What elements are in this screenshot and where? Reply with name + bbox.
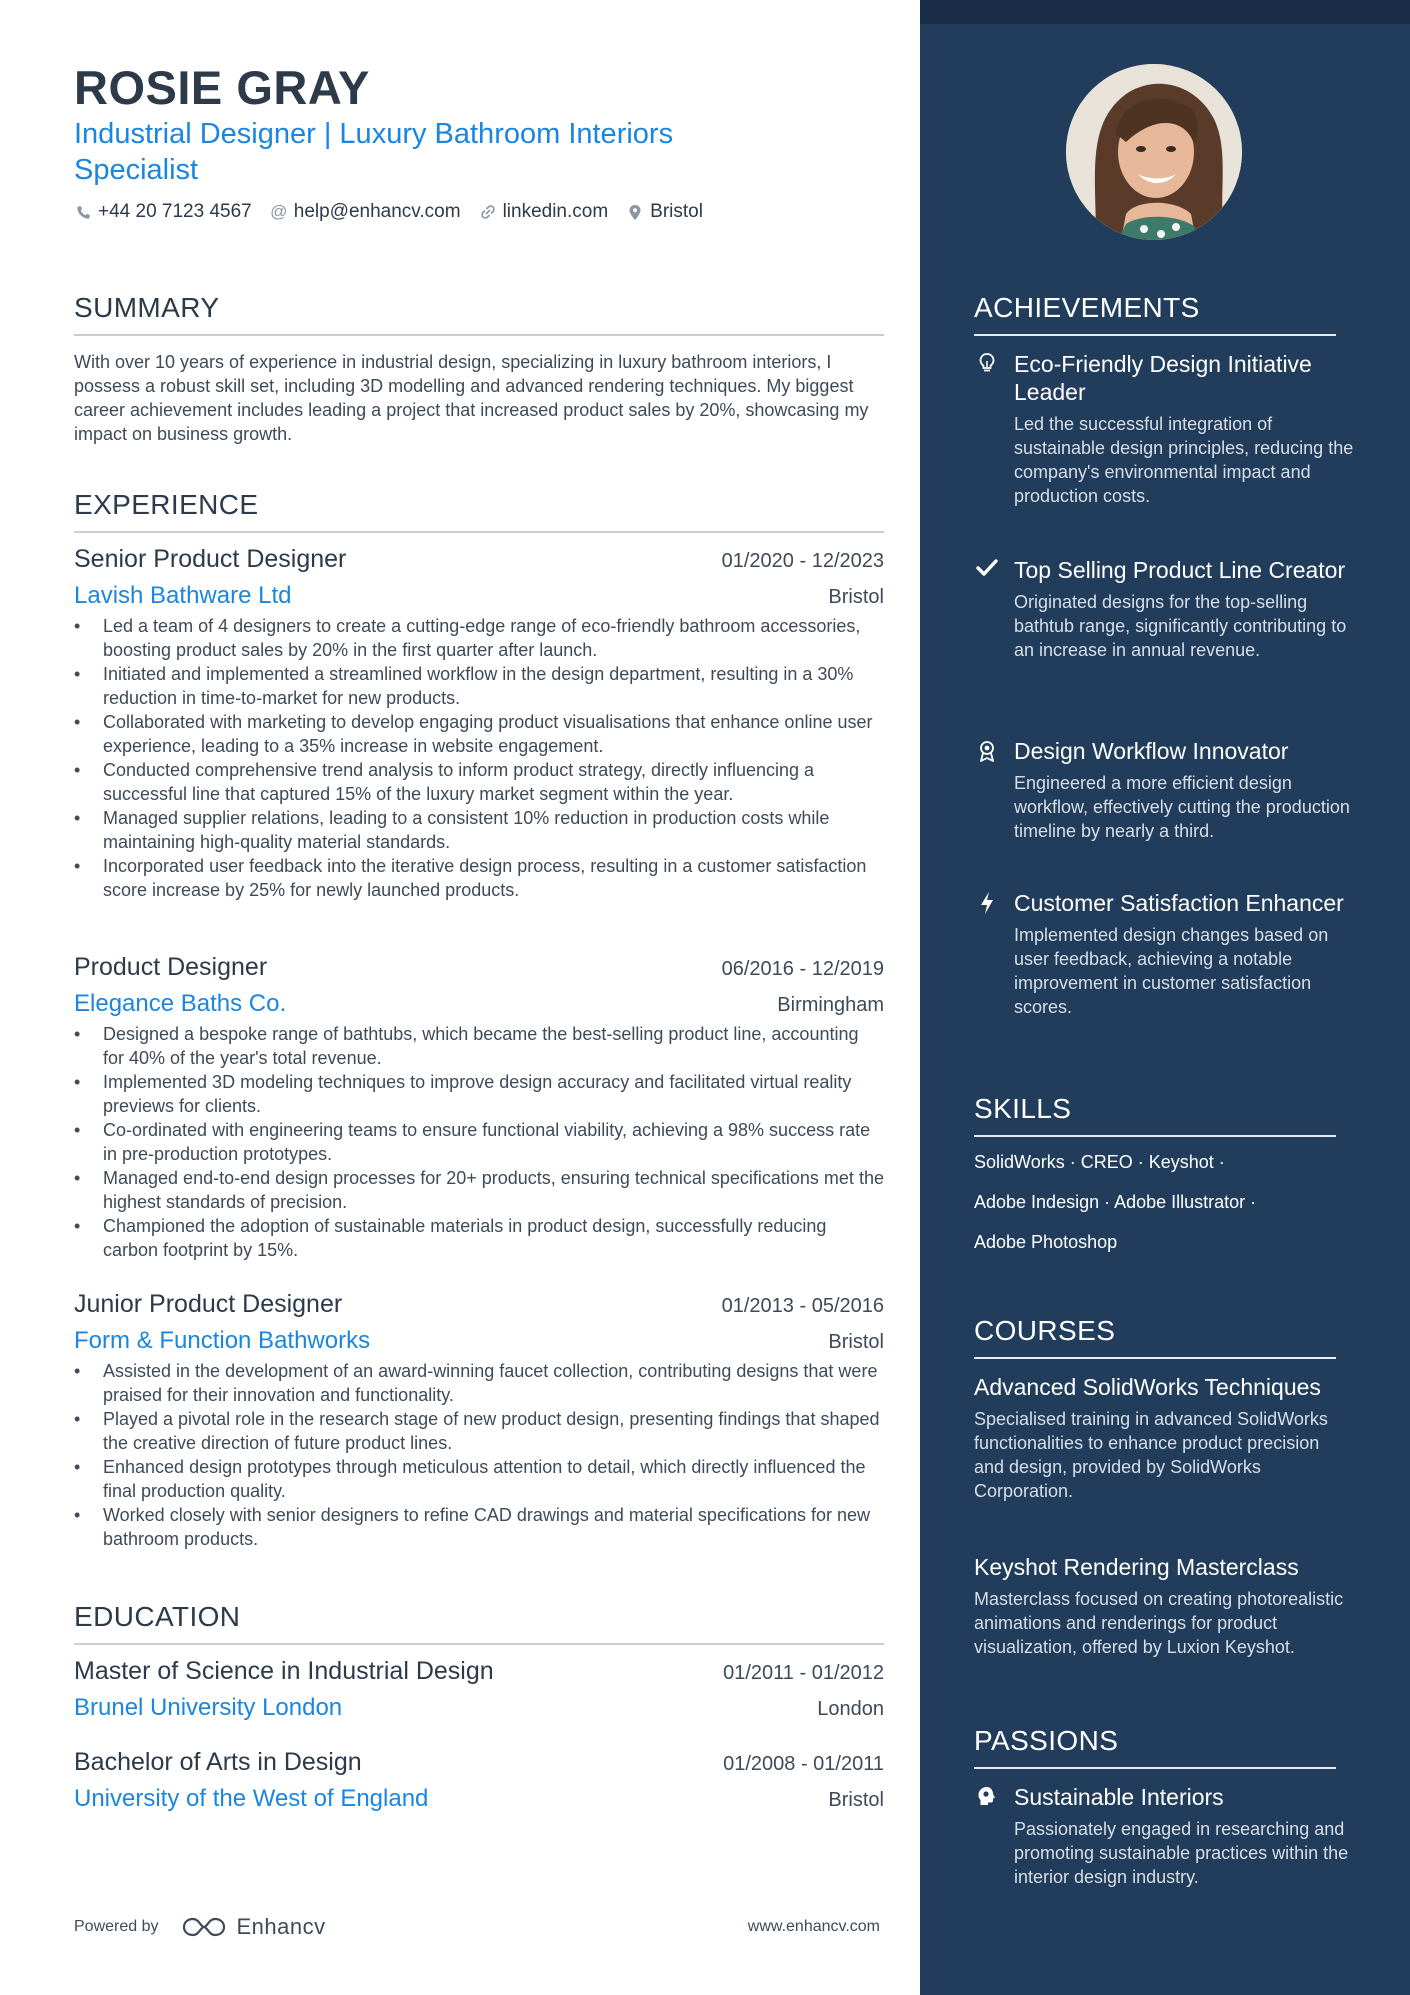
job-entry <box>74 1290 884 1551</box>
job-bullets <box>74 1022 884 1262</box>
link-icon <box>479 204 497 220</box>
experience-heading: EXPERIENCE <box>74 489 884 533</box>
job-bullet: • Implemented 3D modeling techniques to improve design accuracy and facilitated virtual reality previews for clients. <box>74 1070 884 1118</box>
achievement-description: Engineered a more efficient design workflow, effectively cutting the production timeline by nearly a third. <box>1014 773 1350 841</box>
enhancv-logo-icon <box>181 1915 227 1939</box>
achievements-heading: ACHIEVEMENTS <box>974 292 1336 336</box>
award-icon <box>974 737 1000 843</box>
summary-heading: SUMMARY <box>74 292 884 336</box>
achievement-title: Customer Satisfaction Enhancer <box>1014 890 1344 916</box>
phone-icon <box>74 205 92 220</box>
job-dates: 01/2020 - 12/2023 <box>721 550 884 572</box>
job-bullets <box>74 614 884 902</box>
skills-line: SolidWorks · CREO · Keyshot · <box>974 1152 1225 1172</box>
passion-description: Passionately engaged in researching and promoting sustainable practices within the interior design industry. <box>1014 1819 1349 1887</box>
contact-phone[interactable] <box>74 201 252 223</box>
job-location: Birmingham <box>777 994 884 1016</box>
job-company[interactable]: Lavish Bathware Ltd <box>74 582 292 609</box>
job-bullet: • Played a pivotal role in the research stage of new product design, presenting findings that shaped the creative direction of future product lines. <box>74 1407 884 1455</box>
candidate-headline: Industrial Designer | Luxury Bathroom Interiors Specialist <box>74 118 674 186</box>
lightbulb-icon <box>974 350 1000 508</box>
achievement-item <box>974 889 1354 1019</box>
courses-heading: COURSES <box>974 1315 1336 1359</box>
job-bullet: • Incorporated user feedback into the iterative design process, resulting in a customer satisfaction score increase by 25% for newly launched products. <box>74 854 884 902</box>
checkmark-icon <box>974 556 1000 662</box>
education-heading: EDUCATION <box>74 1601 884 1645</box>
skills-heading: SKILLS <box>974 1093 1336 1137</box>
job-title: Junior Product Designer <box>74 1290 343 1318</box>
contact-location <box>626 201 703 223</box>
avatar <box>1066 64 1242 240</box>
sidebar-top-bar <box>920 0 1410 24</box>
job-bullets <box>74 1359 884 1551</box>
education-entry <box>74 1748 884 1813</box>
job-bullet: • Conducted comprehensive trend analysis to inform product strategy, directly influencing a successful line that captured 15% of the luxury market segment within the year. <box>74 758 884 806</box>
job-location: Bristol <box>828 1331 884 1353</box>
education-dates: 01/2011 - 01/2012 <box>723 1662 884 1684</box>
job-bullet: • Designed a bespoke range of bathtubs, which became the best-selling product line, accounting for 40% of the year's total revenue. <box>74 1022 884 1070</box>
achievement-item <box>974 556 1354 662</box>
job-bullet: • Managed supplier relations, leading to a consistent 10% reduction in production costs while maintaining high-quality material standards. <box>74 806 884 854</box>
powered-by-label: Powered by <box>74 1918 159 1935</box>
job-bullet: • Co-ordinated with engineering teams to ensure functional viability, achieving a 98% success rate in pre-production prototypes. <box>74 1118 884 1166</box>
candidate-name: ROSIE GRAY <box>74 61 370 114</box>
job-bullet: • Worked closely with senior designers to refine CAD drawings and material specifications for new bathroom products. <box>74 1503 884 1551</box>
education-entry <box>74 1657 884 1722</box>
course-description: Masterclass focused on creating photorealistic animations and renderings for product visualization, offered by Luxion Keyshot. <box>974 1589 1344 1657</box>
contact-email[interactable] <box>270 201 461 223</box>
achievement-item <box>974 350 1354 508</box>
passion-item <box>974 1783 1354 1889</box>
job-dates: 01/2013 - 05/2016 <box>721 1295 884 1317</box>
contact-bar <box>74 201 703 223</box>
footer <box>74 1914 880 1940</box>
footer-website[interactable]: www.enhancv.com <box>747 1918 880 1935</box>
sidebar <box>920 0 1410 1995</box>
contact-location-text: Bristol <box>650 201 703 222</box>
achievement-description: Originated designs for the top-selling bathtub range, significantly contributing to an increase in annual revenue. <box>1014 592 1347 660</box>
contact-email-text: help@enhancv.com <box>293 201 461 222</box>
school-location: Bristol <box>828 1789 884 1811</box>
skills-line: Adobe Indesign · Adobe Illustrator · <box>974 1192 1257 1212</box>
job-bullet: • Enhanced design prototypes through meticulous attention to detail, which directly influenced the final production quality. <box>74 1455 884 1503</box>
course-item <box>974 1553 1354 1659</box>
job-bullet: • Led a team of 4 designers to create a cutting-edge range of eco-friendly bathroom accessories, boosting product sales by 20% in the first quarter after launch. <box>74 614 884 662</box>
job-title: Product Designer <box>74 953 268 981</box>
education-dates: 01/2008 - 01/2011 <box>723 1753 884 1775</box>
course-title: Advanced SolidWorks Techniques <box>974 1374 1321 1400</box>
powered-by <box>74 1914 326 1940</box>
head-icon <box>974 1783 1000 1889</box>
job-company[interactable]: Form & Function Bathworks <box>74 1327 371 1354</box>
brand-name: Enhancv <box>236 1914 326 1939</box>
achievement-title: Top Selling Product Line Creator <box>1014 557 1346 583</box>
job-bullet: • Initiated and implemented a streamlined workflow in the design department, resulting in a 30% reduction in time-to-market for new products. <box>74 662 884 710</box>
achievement-title: Design Workflow Innovator <box>1014 738 1289 764</box>
school-name[interactable]: Brunel University London <box>74 1694 343 1721</box>
contact-linkedin-text: linkedin.com <box>502 201 609 222</box>
contact-phone-text: +44 20 7123 4567 <box>98 201 252 222</box>
brand-logo[interactable] <box>181 1914 326 1940</box>
skills-line: Adobe Photoshop <box>974 1232 1118 1252</box>
course-description: Specialised training in advanced SolidWorks functionalities to enhance product precision and design, provided by SolidWorks Corporation. <box>974 1409 1328 1501</box>
job-bullet: • Managed end-to-end design processes for 20+ products, ensuring technical specifications met the highest standards of precision. <box>74 1166 884 1214</box>
achievement-title: Eco-Friendly Design Initiative Leader <box>1014 351 1312 405</box>
achievement-item <box>974 737 1354 843</box>
job-company[interactable]: Elegance Baths Co. <box>74 990 287 1017</box>
achievement-description: Implemented design changes based on user feedback, achieving a notable improvement in customer satisfaction scores. <box>1014 925 1329 1017</box>
summary-text: With over 10 years of experience in industrial design, specializing in luxury bathroom interiors, I possess a robust skill set, including 3D modelling and advanced rendering techniques. My biggest career achievement includes leading a project that increased product sales by 20%, showcasing my impact on business growth. <box>74 352 869 444</box>
job-dates: 06/2016 - 12/2019 <box>721 958 884 980</box>
job-bullet: • Assisted in the development of an award-winning faucet collection, contributing designs that were praised for their innovation and functionality. <box>74 1359 884 1407</box>
job-location: Bristol <box>828 586 884 608</box>
skills-list <box>974 1150 1354 1270</box>
job-title: Senior Product Designer <box>74 545 347 573</box>
contact-linkedin[interactable] <box>479 201 609 223</box>
at-sign-icon: @ <box>270 202 288 221</box>
achievement-description: Led the successful integration of sustainable design principles, reducing the company's environmental impact and production costs. <box>1014 414 1354 506</box>
school-name[interactable]: University of the West of England <box>74 1785 429 1812</box>
degree-title: Master of Science in Industrial Design <box>74 1657 494 1685</box>
course-title: Keyshot Rendering Masterclass <box>974 1554 1299 1580</box>
job-bullet: • Championed the adoption of sustainable materials in product design, successfully reducing carbon footprint by 15%. <box>74 1214 884 1262</box>
course-item <box>974 1373 1354 1503</box>
lightning-icon <box>974 889 1000 1019</box>
location-pin-icon <box>626 204 644 221</box>
degree-title: Bachelor of Arts in Design <box>74 1748 362 1776</box>
job-entry <box>74 953 884 1262</box>
passions-heading: PASSIONS <box>974 1725 1336 1769</box>
school-location: London <box>817 1698 884 1720</box>
job-entry <box>74 545 884 902</box>
job-bullet: • Collaborated with marketing to develop engaging product visualisations that enhance online user experience, leading to a 35% increase in website engagement. <box>74 710 884 758</box>
passion-title: Sustainable Interiors <box>1014 1784 1224 1810</box>
